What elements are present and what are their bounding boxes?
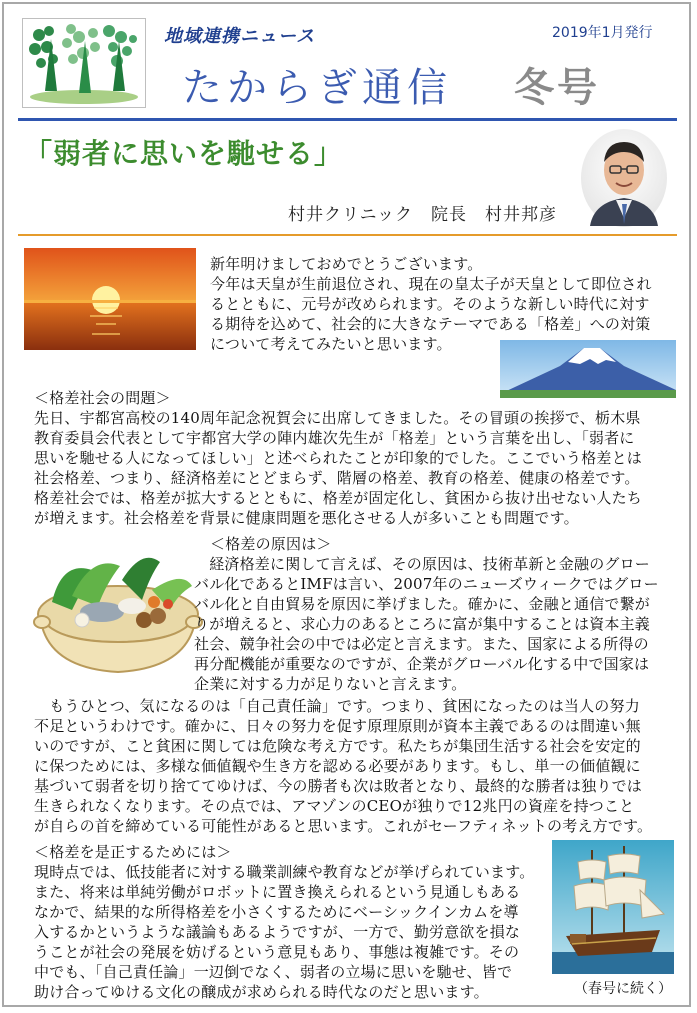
body-line: バル化であるとIMFは言い、2007年のニューズウィークではグロー <box>194 575 659 593</box>
issue-season: 冬号 <box>514 65 600 111</box>
body-line: りが増えると、求心力のあるところに富が集中することは資本主義 <box>194 615 651 633</box>
article-author: 村井クリニック 院長 村井邦彦 <box>288 205 557 225</box>
body-line: 社会、競争社会の中では必定と言えます。また、国家による所得の <box>194 635 649 653</box>
intro-line: 今年は天皇が生前退位され、現在の皇太子が天皇として即位され <box>210 275 652 293</box>
body-line: が自らの首を締めている可能性があると思います。これがセーフティネットの考え方です。 <box>34 817 653 835</box>
hot-pot-image <box>32 540 204 680</box>
sunset-image <box>24 248 196 350</box>
body-line: 入するかというような議論もあるようですが、一方で、勤労意欲を損な <box>34 923 521 941</box>
body-line: 中でも、「自己責任論」一辺倒でなく、弱者の立場に思いを馳せ、皆で <box>34 963 513 981</box>
body-line: また、将来は単純労働がロボットに置き換えられるという見通しもある <box>34 883 521 901</box>
section-self-responsibility-body <box>34 696 652 836</box>
tree-illustration <box>23 19 145 107</box>
body-line: 生きられなくなります。その点では、アマゾンのCEOが独りで12兆円の資産を持つこと <box>34 797 635 815</box>
sailing-ship-image <box>552 840 674 974</box>
body-line: 企業に対する力が足りないと言えます。 <box>194 675 467 693</box>
headline-divider <box>18 234 677 236</box>
body-line: バル化と自由貿易を原因に挙げました。確かに、金融と通信で繋が <box>194 595 651 613</box>
newsletter-title: たからぎ通信 <box>182 65 452 111</box>
article-headline: 「弱者に思いを馳せる」 <box>24 137 344 170</box>
body-line: もうひとつ、気になるのは「自己責任論」です。つまり、貧困になったのは当人の努力 <box>34 697 640 715</box>
sunset-illustration <box>24 248 196 350</box>
intro-line: 新年明けましておめでとうございます。 <box>210 255 483 273</box>
newsletter-page <box>2 2 691 1007</box>
issue-date: 2019年1月発行 <box>552 25 653 41</box>
portrait-illustration <box>580 128 668 228</box>
body-line: 基づいて弱者を切り捨ててゆけば、今の勝者も次は敗者となり、最終的な勝者は独りでは <box>34 777 643 795</box>
intro-line: るとともに、元号が改められます。そのような新しい時代に対す <box>210 295 650 313</box>
body-line: 現時点では、低技能者に対する職業訓練や教育などが挙げられています。 <box>34 863 535 881</box>
ship-illustration <box>552 840 674 974</box>
body-line: 社会格差、つまり、経済格差にとどまらず、階層の格差、教育の格差、健康の格差です。 <box>34 469 640 487</box>
section-problem-body <box>34 408 642 528</box>
intro-line: る期待を込めて、社会的に大きなテーマである「格差」への対策 <box>210 315 651 333</box>
body-line: 先日、宇都宮高校の140周年記念祝賀会に出席してきました。その冒頭の挨拶で、栃木県 <box>34 409 641 427</box>
body-line: が増えます。社会格差を背景に健康問題を悪化させる人が多いことも問題です。 <box>34 509 579 527</box>
section-heading-correction: ＜格差を是正するためには＞ <box>34 843 232 861</box>
hot-pot-illustration <box>32 540 204 680</box>
body-line: 再分配機能が重要なのですが、企業がグローバル化する中で国家は <box>194 655 650 673</box>
body-line: 不足というわけです。確かに、日々の努力を促す原理原則が資本主義であるのは間違い無 <box>34 717 641 735</box>
section-correction-body <box>34 862 534 1002</box>
continued-caption: （春号に続く） <box>574 981 672 997</box>
mountain-illustration <box>500 340 676 398</box>
mount-fuji-image <box>500 340 676 398</box>
section-heading-problem: ＜格差社会の問題＞ <box>34 389 171 407</box>
header-divider <box>18 118 677 121</box>
section-heading-cause: ＜格差の原因は＞ <box>210 535 332 553</box>
intro-line: について考えてみたいと思います。 <box>210 335 452 353</box>
body-line: 格差社会では、格差が拡大するとともに、格差が固定化し、貧困から抜け出せない人たち <box>34 489 643 507</box>
body-line: なかで、結果的な所得格差を小さくするためにベーシックインカムを導 <box>34 903 519 921</box>
body-line: いのですが、こと貧困に関しては危険な考え方です。私たちが集団生活する社会を安定的 <box>34 737 641 755</box>
body-line: 教育委員会代表として宇都宮大学の陣内雄次先生が「格差」という言葉を出し、「弱者に <box>34 429 635 447</box>
body-line: 思いを馳せる人になってほしい」と述べられたことが印象的でした。ここでいう格差とは <box>34 449 643 467</box>
body-line: に保つためには、多様な価値観や生き方を認める必要があります。もし、単一の価値観に <box>34 757 641 775</box>
intro-paragraph <box>210 254 652 354</box>
newsletter-name: 地域連携ニュース <box>164 26 316 47</box>
logo-trees <box>22 18 146 108</box>
body-line: 助け合ってゆける文化の醸成が求められる時代なのだと思います。 <box>34 983 489 1001</box>
body-line: 経済格差に関して言えば、その原因は、技術革新と金融のグロー <box>194 555 651 573</box>
body-line: うことが社会の発展を妨げるという意見もあり、事態は複雑です。その <box>34 943 520 961</box>
author-portrait <box>580 128 668 228</box>
section-cause-body <box>194 554 659 694</box>
